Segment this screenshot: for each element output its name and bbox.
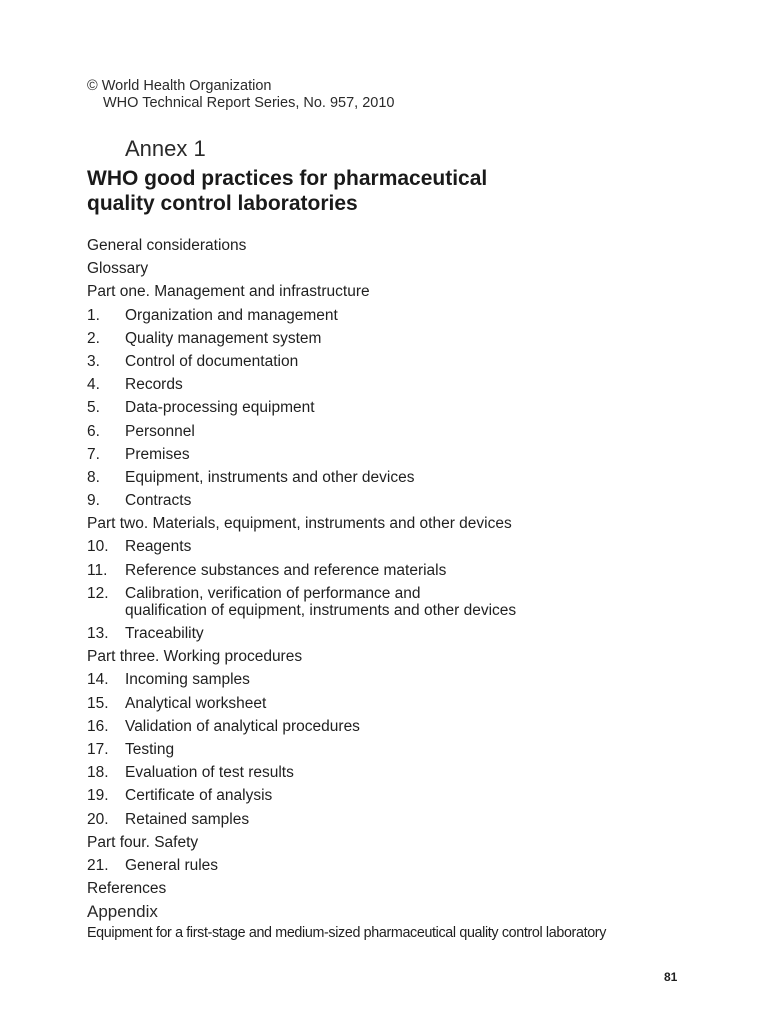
toc-entry [87, 787, 727, 804]
toc-entry [87, 718, 727, 735]
toc-entry-number: 12. [87, 584, 109, 602]
copyright-line-2: WHO Technical Report Series, No. 957, 2010 [103, 95, 395, 111]
appendix-label: Appendix [87, 902, 158, 921]
toc-entry-text [125, 376, 183, 393]
toc-entry-number: 17. [87, 740, 109, 758]
toc-entry-number: 13. [87, 625, 109, 642]
page-number: 81 [664, 970, 678, 984]
toc-entry-text [125, 811, 249, 828]
toc-entry-number: 16. [87, 717, 109, 735]
toc-entry-text [125, 695, 266, 712]
toc-entry-text-line: Organization and management [125, 306, 338, 324]
document-title [87, 166, 487, 216]
toc-entry-text-line: Equipment, instruments and other devices [125, 468, 415, 486]
toc-entry-text [87, 237, 246, 254]
toc-entry-number: 15. [87, 694, 109, 712]
toc-entry-text [125, 399, 315, 416]
toc-entry-text-line: Certificate of analysis [125, 787, 273, 805]
toc-entry-text-line: Quality management system [125, 329, 322, 347]
toc-entry-text-line: Calibration, verification of performance and [125, 584, 421, 602]
toc-entry-text-line: Reagents [125, 538, 192, 556]
toc-entry-number: 18. [87, 764, 109, 782]
toc-entry-text [125, 353, 298, 370]
toc-entry [87, 671, 727, 688]
toc-entry-text-line: Contracts [125, 492, 192, 510]
toc-entry [87, 283, 727, 300]
toc-entry [87, 492, 727, 509]
toc-entry [87, 648, 727, 665]
toc-entry-text-line: Testing [125, 740, 175, 758]
toc-entry-text-line: Records [125, 376, 183, 394]
toc-entry [87, 399, 727, 416]
toc-entry-text-line: Retained samples [125, 810, 250, 828]
toc-entry-text [87, 515, 512, 532]
toc-entry-text [125, 492, 191, 509]
toc-entry [87, 880, 727, 897]
toc-entry-text [87, 834, 198, 851]
toc-entry-text [125, 423, 195, 440]
copyright-line-1: © World Health Organization [87, 78, 272, 94]
toc-entry [87, 515, 727, 532]
toc-entry [87, 237, 727, 254]
toc-entry-text-line: Personnel [125, 422, 195, 440]
annex-label: Annex 1 [125, 136, 206, 161]
toc-entry-number: 2. [87, 329, 100, 347]
toc-entry-text [125, 741, 174, 758]
toc-entry [87, 741, 727, 758]
document-title-line-1: WHO good practices for pharmaceutical [87, 167, 488, 190]
toc-entry [87, 857, 727, 874]
toc-entry-number: 9. [87, 492, 100, 510]
toc-entry [87, 446, 727, 463]
toc-entry-text-line: Part two. Materials, equipment, instruments and other devices [87, 515, 512, 533]
toc-entry-text-line: Part one. Management and infrastructure [87, 283, 370, 301]
document-title-line-2: quality control laboratories [87, 192, 358, 215]
toc-entry-text-line: Traceability [125, 625, 204, 642]
toc-entry-text-line: General rules [125, 856, 219, 874]
table-of-contents [87, 237, 727, 903]
toc-entry [87, 811, 727, 828]
toc-entry-number: 10. [87, 538, 109, 556]
toc-entry-number: 7. [87, 445, 100, 463]
toc-entry [87, 260, 727, 277]
toc-entry-text [125, 585, 516, 619]
toc-entry-text-line: Part four. Safety [87, 833, 199, 851]
toc-entry-number: 1. [87, 306, 100, 324]
toc-entry-text [125, 538, 191, 555]
toc-entry [87, 423, 727, 440]
toc-entry [87, 469, 727, 486]
toc-entry-number: 14. [87, 671, 109, 689]
toc-entry-text [125, 857, 218, 874]
toc-entry-text [125, 330, 321, 347]
toc-entry [87, 538, 727, 555]
toc-entry-number: 21. [87, 856, 109, 874]
toc-entry-text-line: Incoming samples [125, 671, 250, 689]
toc-entry-text [125, 446, 190, 463]
toc-entry [87, 695, 727, 712]
toc-entry-number: 8. [87, 468, 100, 486]
toc-entry-text-line: Glossary [87, 260, 149, 278]
toc-entry [87, 353, 727, 370]
toc-entry-text-line: Validation of analytical procedures [125, 717, 360, 735]
toc-entry [87, 376, 727, 393]
appendix-title: Equipment for a first-stage and medium-sized pharmaceutical quality control laboratory [87, 925, 607, 941]
toc-entry-text-line: Control of documentation [125, 352, 299, 370]
toc-entry-text [87, 880, 166, 897]
toc-entry-text-line: General considerations [87, 237, 247, 254]
toc-entry-text-line: Evaluation of test results [125, 764, 294, 782]
toc-entry [87, 562, 727, 579]
toc-entry-text-line: qualification of equipment, instruments and other devices [125, 601, 517, 619]
toc-entry-number: 6. [87, 422, 100, 440]
toc-entry [87, 834, 727, 851]
toc-entry-text-line: Analytical worksheet [125, 694, 267, 712]
toc-entry-text [125, 625, 204, 642]
toc-entry-text-line: Part three. Working procedures [87, 648, 303, 666]
toc-entry-text-line: Data-processing equipment [125, 399, 315, 417]
toc-entry-text [125, 787, 272, 804]
copyright-notice [87, 78, 395, 112]
toc-entry-text-line: References [87, 880, 167, 898]
toc-entry-text [125, 469, 415, 486]
toc-entry [87, 585, 727, 619]
toc-entry-number: 20. [87, 810, 109, 828]
toc-entry-text-line: Reference substances and reference materials [125, 561, 447, 579]
toc-entry-text [125, 307, 338, 324]
toc-entry [87, 764, 727, 781]
toc-entry [87, 307, 727, 324]
toc-entry-text [87, 648, 302, 665]
toc-entry-text [87, 260, 148, 277]
toc-entry-number: 19. [87, 787, 109, 805]
toc-entry [87, 330, 727, 347]
toc-entry-number: 11. [87, 561, 108, 579]
toc-entry-text-line: Premises [125, 445, 190, 463]
toc-entry-text [125, 764, 294, 781]
toc-entry-number: 3. [87, 352, 100, 370]
toc-entry-number: 4. [87, 376, 100, 394]
toc-entry [87, 625, 727, 642]
toc-entry-text [125, 718, 360, 735]
toc-entry-number: 5. [87, 399, 100, 417]
toc-entry-text [87, 283, 370, 300]
toc-entry-text [125, 671, 250, 688]
toc-entry-text [125, 562, 446, 579]
